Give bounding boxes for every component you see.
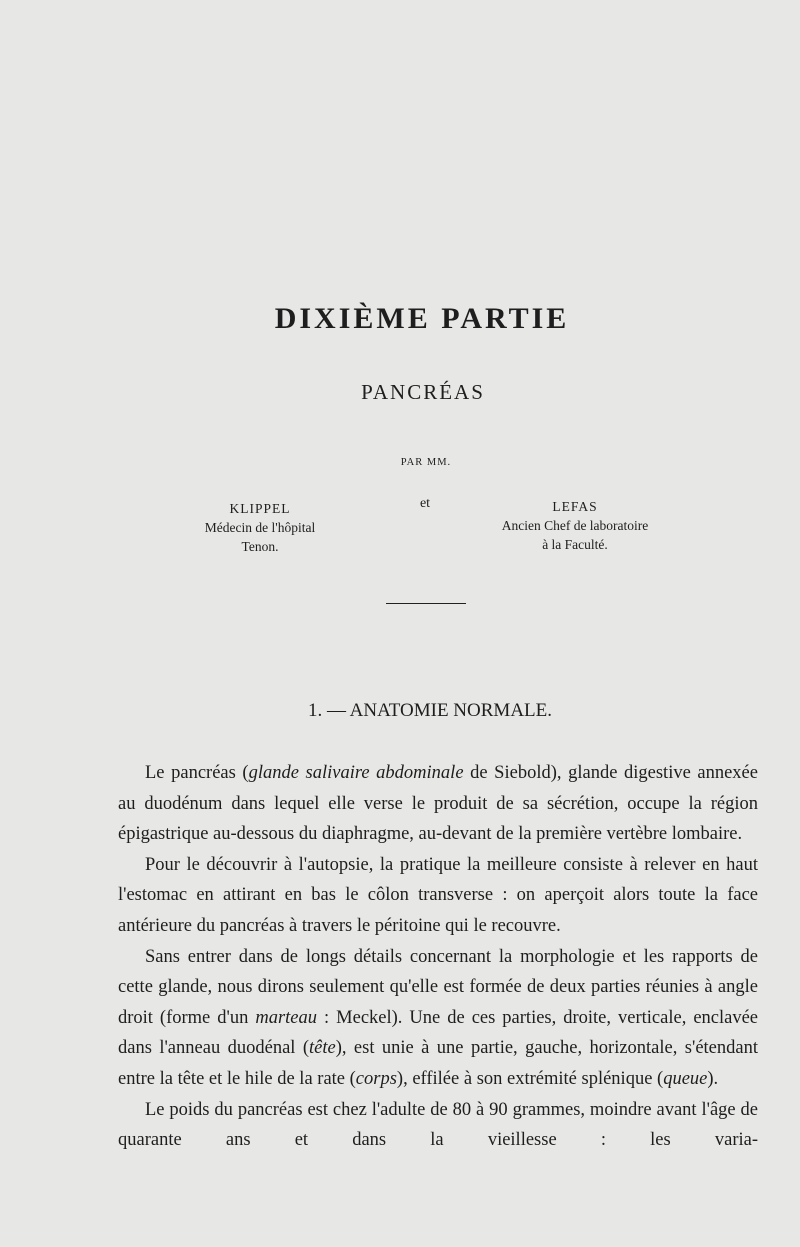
section-heading: 1. — ANATOMIE NORMALE. [307, 700, 552, 721]
author-title: Médecin de l'hôpital [204, 520, 316, 535]
subject-title: PANCRÉAS [361, 380, 485, 404]
author-name: KLIPPEL [229, 501, 291, 516]
author-title: Ancien Chef de laboratoire [501, 518, 649, 533]
author-klippel [150, 499, 370, 556]
paragraph: Le poids du pancréas est chez l'adulte de 80 à 90 grammes, moindre avant l'âge de quarante ans et dans la vieillesse : les varia- [118, 1099, 758, 1151]
paragraph: Pour le découvrir à l'autopsie, la pratique la meilleure consiste à relever en haut l'estomac en attirant en bas le côlon transverse : on aperçoit alors toute la face antérieure du pancréas à travers le péritoine qui le recouvre. [118, 854, 758, 936]
divider-rule [386, 603, 466, 604]
part-title: DIXIÈME PARTIE [274, 302, 570, 335]
author-affiliation: Tenon. [241, 539, 279, 554]
body-text [118, 758, 758, 1156]
author-name: LEFAS [552, 499, 598, 514]
author-conjunction: et [419, 496, 431, 511]
author-lefas [460, 497, 690, 554]
paragraph: Sans entrer dans de longs détails concernant la morphologie et les rapports de cette glande, nous dirons seulement qu'elle est formée de deux parties réunies à angle droit (forme d'un marteau : Meckel). Une de ces parties, droite, verticale, enclavée dans l'anneau duodénal (tête), est unie à une partie, gauche, horizontale, s'étendant entre la tête et le hile de la rate (corps), effilée à son extrémité splénique (queue). [118, 946, 759, 1089]
paragraph: Le pancréas (glande salivaire abdominale de Siebold), glande digestive annexée au duodénum dans lequel elle verse le produit de sa sécrétion, occupe la région épigastrique au-dessous du diaphragme, au-devant de la première vertèbre lombaire. [118, 763, 758, 845]
author-affiliation: à la Faculté. [542, 537, 608, 552]
authors-intro: PAR MM. [400, 457, 452, 468]
